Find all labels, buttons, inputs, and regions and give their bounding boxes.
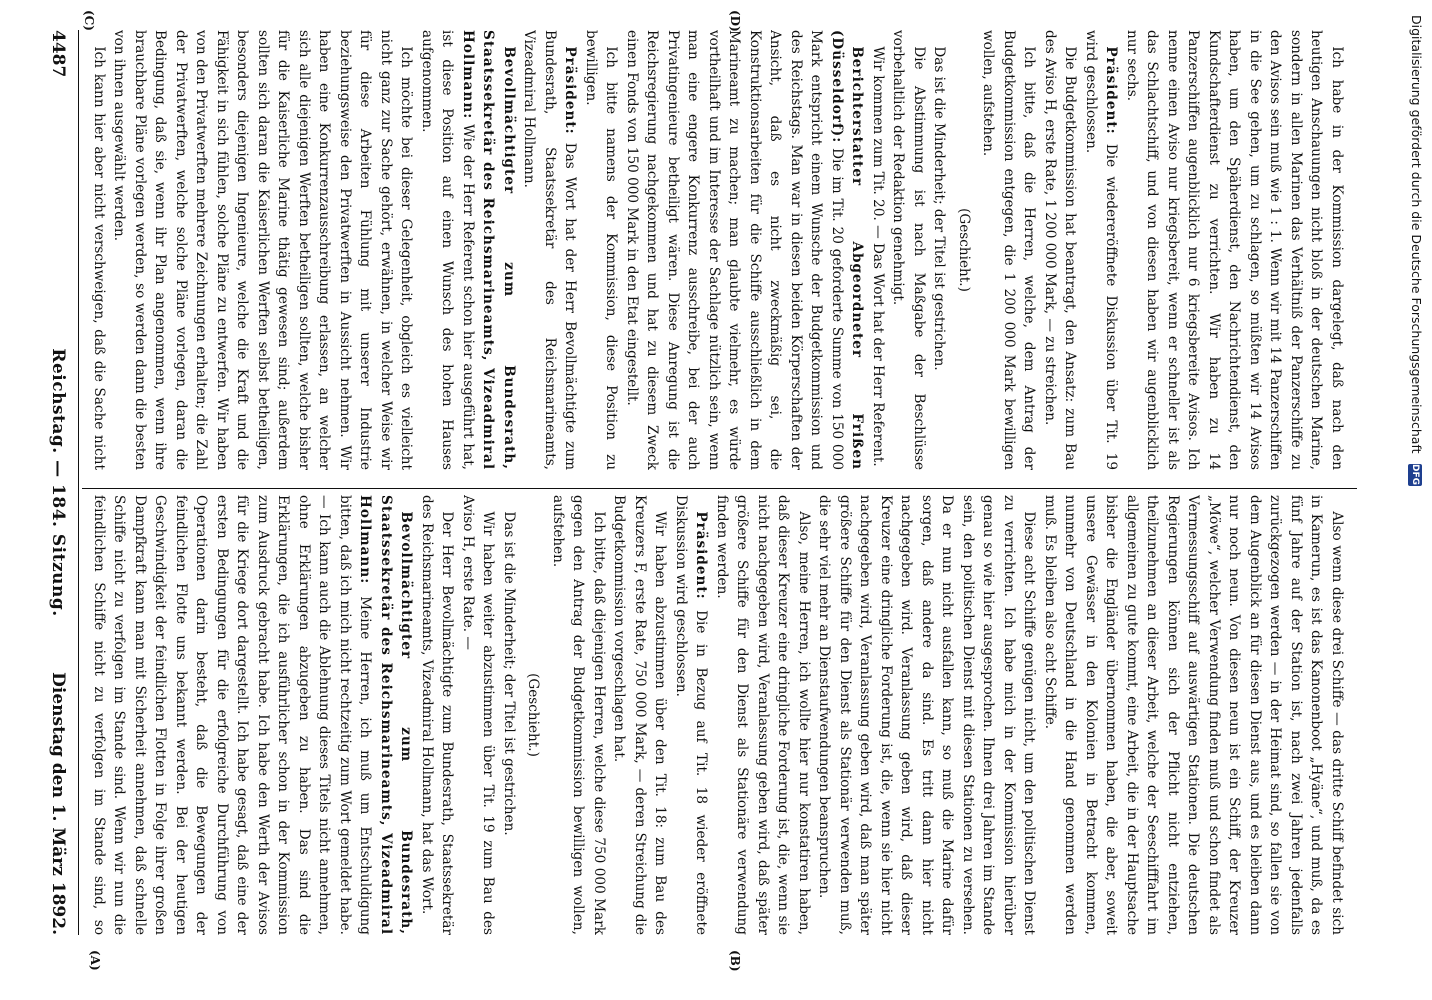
paragraph: Wir kommen zum Tit. 20. — Das Wort hat der Herr Referent. xyxy=(870,46,886,467)
speaker-label: Präsident: xyxy=(693,511,710,600)
column-divider xyxy=(82,488,1357,489)
page-header xyxy=(42,30,70,935)
paragraph xyxy=(1081,30,1122,470)
paragraph: Ich bitte, daß diejenigen Herren, welche diese 750 000 Mark gegen den Antrag der Budgetkommission bewilligen wollen, aufstehen. xyxy=(550,495,607,935)
paragraph xyxy=(417,30,520,470)
speaker-label: Bevollmächtigter zum Bundesrath, Staatssekretär des Reichsmarineamts, Vizeadmiral Hollmann: xyxy=(357,495,415,935)
paragraph: Also wenn diese drei Schiffe — das dritte Schiff befindet sich in Kamerun, es ist das Kanonenboot „Hyäne“, und muß, da es fünf Jahre auf der Station ist, nach zwei Jahren jedenfalls zurückgezogen werden — in der Heimat sind, so fallen sie von dem Augenblick an für diesen Dienst aus, und es bleiben dann nur noch neun. Von diesen neun ist ein Schiff, der Kreuzer „Möwe“, welcher Verwendung finden muß und schon findet als Vermessungsschiff auf auswärtigen Stationen. Die deutschen Regierungen können sich der Pflicht nicht entziehen, theilzunehmen an dieser Arbeit, welche der Seeschifffahrt im allgemeinen zu gute kommt, eine Arbeit, die in der Hauptsache bisher die Engländer übernommen haben, die aber, soweit unsere Gewässer in den Kolonien in Betracht kommen, nunmehr von Deutschland in die Hand genommen werden muß. Es bleiben also acht Schiffe. xyxy=(1042,495,1345,935)
speech-text: Wie der Herr Referent schon hier ausgeführt hat, ist diese Position auf einen Wunsch des hohen Hauses aufgenommen. xyxy=(419,30,476,470)
right-column xyxy=(85,30,1347,470)
session-date: Dienstag den 1. März 1892. xyxy=(48,672,68,935)
header-rule xyxy=(78,30,79,935)
paragraph: Ich bitte namens der Kommission, diese Position zu bewilligen. xyxy=(583,30,620,470)
paragraph xyxy=(671,495,712,935)
paragraph: Das ist die Minderheit; der Titel ist gestrichen. xyxy=(931,46,948,371)
speech-text: Die im Tit. 20 geforderte Summe von 150 000 Mark entspricht einem Wunsche der Budgetkommission und des Reichstags. Man war in diesen beiden Körperschaften der Ansicht, daß es nicht zweckmäßig sei, die Konstruktionsarbeiten für die Schiffe ausschließlich in dem Marineamt zu machen; man glaubte vielmehr, es würde vortheilhaft und im Interesse der Sachlage nützlich sein, wenn man eine engere Konkurrenz ausschreibe, bei der auch Privatingenieure betheiligt wären. Diese Anregung ist die Reichsregierung nachgekommen und hat zu diesem Zweck einen Fonds von 150 000 Mark in den Etat eingestellt. xyxy=(624,30,845,470)
paragraph xyxy=(85,495,417,935)
session-title: Reichstag. — 184. Sitzung. xyxy=(48,348,68,617)
stage-direction: (Geschieht.) xyxy=(525,673,542,757)
paragraph: Wir haben weiter abzustimmen über Tit. 19 zum Bau des Aviso H, erste Rate. — xyxy=(460,495,497,935)
paragraph: Die Abstimmung ist nach Maßgabe der Beschlüsse vorbehaltlich der Redaktion genehmigt. xyxy=(890,30,927,470)
paragraph: Diese acht Schiffe genügen nicht, um den politischen Dienst zu verrichten. Ich habe mich in der Kommission hierüber genau so wie hier ausgesprochen. Ihnen drei Jahren im Stande sein, den politischen Dienst mit diesen Stationen zu versehen. Da er nun nicht ausfallen kann, so muß die Marine dafür sorgen, daß andere da sind. Es tritt dann hier nicht nachgegeben wird. Veranlassung geben wird, daß dieser Kreuzer eine dringliche Forderung ist, die, wenn sie hier nicht nachgegeben wird, Veranlassung geben wird, daß man später größere Schiffe für den Dienst als Stationär verwenden muß, die sehr viel mehr an Dienstaufwendungen beanspruchen. xyxy=(816,495,1038,935)
speaker-label: Berichterstatter Abgeordneter Frißen (Düsseldorf): xyxy=(829,30,866,470)
paragraph: Die Budgetkommission hat beantragt, den Ansatz: zum Bau des Aviso H, erste Rate, 1 200 000 Mark, — zu streichen. xyxy=(1042,30,1079,470)
speech-text: Das Wort hat der Herr Bevollmächtigte zum Bundesrath, Staatssekretär des Reichsmarineamts, Vizeadmiral Hollmann. xyxy=(521,30,579,470)
speech-text: Die in Bezug auf Tit. 18 wieder eröffnete Diskussion wird geschlossen. xyxy=(673,495,710,935)
paragraph: Der Herr Bevollmächtigte zum Bundesrath, Staatssekretär des Reichsmarineamts, Vizeadmiral Hollmann, hat das Wort. xyxy=(419,495,456,935)
paragraph xyxy=(519,30,581,470)
paragraph: Also, meine Herren, ich wollte hier nur konstatiren haben, daß dieser Kreuzer eine dringliche Forderung ist, die, wenn sie nicht nachgegeben wird, Veranlassung geben wird, daß später größere Schiffe für den Dienst als Stationäre verwendung finden werden. xyxy=(714,495,812,935)
paragraph xyxy=(622,30,868,470)
paragraph: Das ist die Minderheit; der Titel ist gestrichen. xyxy=(501,511,517,836)
speaker-label: Bevollmächtigter zum Bundesrath, Staatssekretär des Reichsmarineamts, Vizeadmiral Hollmann: xyxy=(460,30,517,470)
speaker-label: Präsident: xyxy=(1103,46,1120,135)
paragraph: Wir haben abzustimmen über den Tit. 18: zum Bau des Kreuzers F, erste Rate, 750 000 Mark, — deren Streichung die Budgetkommission vorgeschlagen hat. xyxy=(611,495,669,935)
left-column xyxy=(85,495,1347,935)
speaker-label: Präsident: xyxy=(562,46,579,135)
paragraph: Ich habe in der Kommission dargelegt, daß nach den heutigen Anschauungen nicht bloß in der deutschen Marine, sondern in allen Marinen das Verhältniß der Panzerschiffe zu den Avisos sein muß wie 1 : 1. Wenn wir mit 14 Panzerschiffen in die See gehen, um zu schlagen, so müßten wir 14 Avisos haben, um den Späherdienst, den Nachrichtendienst, den Kundschafterdienst zu verrichten. Wir haben zu 14 Panzerschiffen augenblicklich nur 6 kriegsbereite Avisos. Ich nenne einen Aviso nur kriegsbereit, wenn er schneller ist als das Schlachtschiff, und von diesen haben wir augenblicklich nur sechs. xyxy=(1124,30,1345,470)
paragraph: Ich bitte, daß die Herren, welche, dem Antrag der Budgetkommission entgegen, die 1 200 000 Mark bewilligen wollen, aufstehen. xyxy=(980,30,1038,470)
speech-text: Die wiedereröffnete Diskussion über Tit. 19 wird geschlossen. xyxy=(1083,30,1120,470)
stage-direction: (Geschieht.) xyxy=(956,208,972,292)
paragraph: Ich kann hier aber nicht verschweigen, daß die Sache nicht xyxy=(91,46,107,470)
digitization-footer xyxy=(1404,15,1424,975)
margin-mark-c: (C) xyxy=(82,10,96,31)
margin-mark-b: (B) xyxy=(728,950,742,972)
margin-mark-d: (D) xyxy=(728,10,742,32)
page-number: 4487 xyxy=(48,30,68,78)
paragraph: Ich möchte bei dieser Gelegenheit, obgleich es vielleicht nicht ganz zur Sache gehört, erwähnen, in welcher Weise wir für diese Arbeiten Fühlung mit unserer Industrie beziehungsweise den Privatwerften in Aussicht nehmen. Wir haben eine Konkurrenzausschreibung erlassen, an welcher sich alle diejenigen Werften betheiligen sollten, welche bisher für die Kaiserliche Marine thätig gewesen sind; außerdem sollten sich daran die Kaiserlichen Werften selbst betheiligen, besonders diejenigen Ingenieure, welche die Kraft und die Fähigkeit in sich fühlen, solche Pläne zu entwerfen. Wir haben von den Privatwerften mehrere Zeichnungen erhalten; die Zahl der Privatwerften, welche solche Pläne vorlegen, daran die Bedingung, daß sie, wenn ihr Plan angenommen, wenn ihre brauchbare Pläne vorlegen werden, so werden dann die besten von ihnen ausgewählt werden. xyxy=(111,30,415,470)
dfg-logo-icon: DFG xyxy=(1410,464,1421,486)
speech-text: Meine Herren, ich muß um Entschuldigung bitten, daß ich mich nicht rechtzeitig zum Wort gemeldet habe. — Ich kann auch die Ablehnung dieses Titels nicht annehmen, ohne Erklärungen abzugeben zu haben. Das sind die Erklärungen, die ich ausführlicher schon in der Kommission zum Ausdruck gebracht habe. Ich habe den Werth der Avisos für die Kriege dort dargestellt. Ich habe gesagt, daß eine der ersten Bedingungen für die erfolgreiche Durchführung von Operationen darin besteht, daß die Bewegungen der feindlichen Flotte uns bekannt werden. Bei der heutigen Geschwindigkeit der feindlichen Flotten in Folge ihrer großen Dampfkraft kann man mit Sicherheit annehmen, daß schnelle Schiffe nicht zu verfolgen im Stande sind. Wenn wir nun die feindlichen Schiffe nicht zu verfolgen im Stande sind, so xyxy=(91,495,374,935)
margin-mark-a: (A) xyxy=(88,950,102,971)
footer-text: Digitalisierung gefördert durch die Deutsche Forschungsgemeinschaft xyxy=(1409,15,1424,454)
